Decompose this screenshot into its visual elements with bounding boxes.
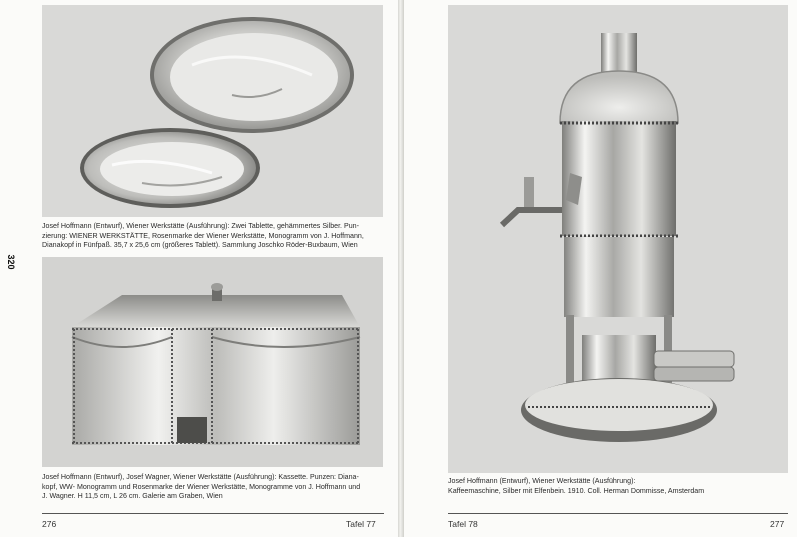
footer-rule (42, 513, 384, 514)
trays-photo (42, 5, 383, 217)
page-number: 277 (770, 519, 785, 529)
trays-caption (42, 222, 388, 251)
plate-label: Tafel 77 (346, 519, 376, 529)
coffee-machine-caption (448, 477, 788, 496)
page-number: 276 (42, 519, 57, 529)
caption-line: Josef Hoffmann (Entwurf), Josef Wagner, Wiener Werkstätte (Ausführung): Kassette. Punzen: Diana- (42, 473, 359, 481)
casket-photo (42, 257, 383, 467)
coffee-machine-photo (448, 5, 788, 473)
caption-line: Dianakopf in Fünfpaß. 35,7 x 25,6 cm (größeres Tablett). Sammlung Joschko Röder-Buxbaum, Wien (42, 241, 358, 250)
caption-line: zierung: WIENER WERKSTÄTTE, Rosenmarke der Wiener Werkstätte, Monogramm von J. Hoffmann, (42, 231, 364, 240)
caption-line: J. Wagner. H 11,5 cm, L 26 cm. Galerie am Graben, Wien (42, 492, 223, 501)
caption-line: Kaffeemaschine, Silber mit Elfenbein. 1910. Coll. Herman Dommisse, Amsterdam (448, 486, 705, 495)
caption-line: Josef Hoffmann (Entwurf), Wiener Werkstätte (Ausführung): Zwei Tablette, gehämmertes Silber. Pun- (42, 222, 359, 230)
caption-line: kopf, WW- Monogramm und Rosenmarke der Wiener Werkstätte, Monogramme von J. Hoffmann und (42, 482, 361, 491)
side-page-number: 320 (6, 254, 16, 270)
casket-caption (42, 473, 388, 502)
caption-line: Josef Hoffmann (Entwurf), Wiener Werkstätte (Ausführung): (448, 477, 636, 485)
left-page (0, 0, 398, 537)
plate-label: Tafel 78 (448, 519, 478, 529)
right-page (404, 0, 797, 537)
footer-rule (448, 513, 788, 514)
